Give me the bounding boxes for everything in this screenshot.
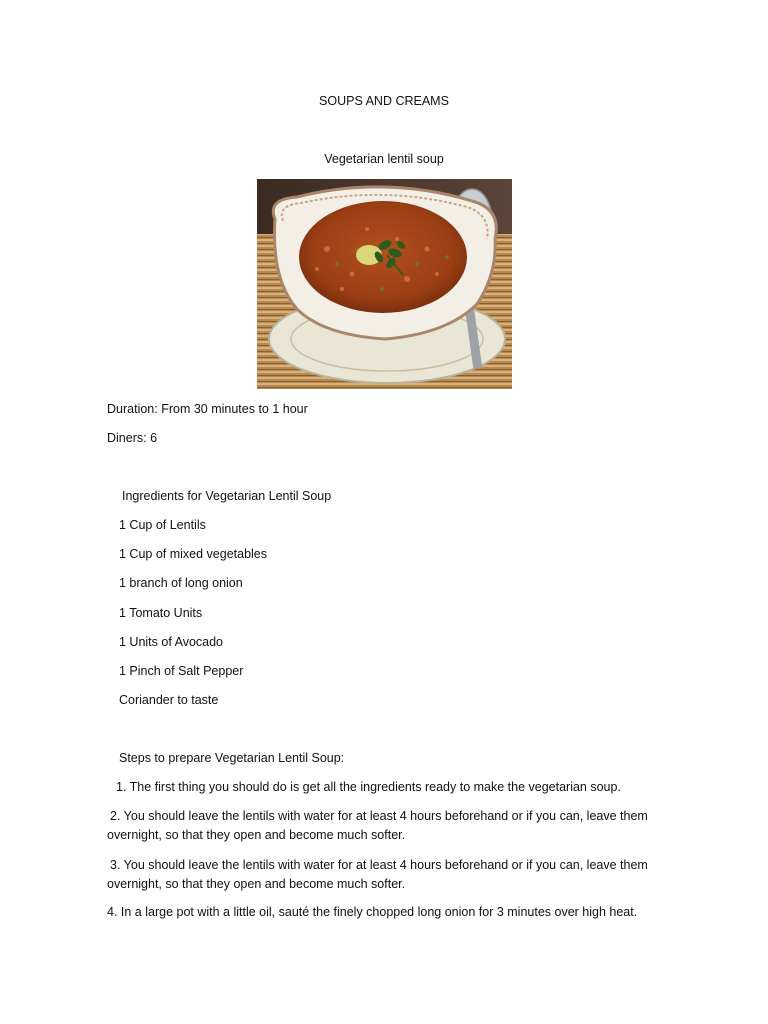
step-item: 4. In a large pot with a little oil, sauté the finely chopped long onion for 3 minutes over high heat. [107, 905, 638, 919]
ingredient-item: 1 branch of long onion [119, 576, 243, 590]
section-title: SOUPS AND CREAMS [319, 94, 449, 108]
ingredients-heading: Ingredients for Vegetarian Lentil Soup [122, 489, 332, 503]
step-item: 3. You should leave the lentils with water for at least 4 hours beforehand or if you can, leave them overnight, so that they open and become much softer. [107, 858, 648, 891]
ingredient-item: 1 Cup of mixed vegetables [119, 547, 268, 561]
ingredient-item: 1 Tomato Units [119, 606, 203, 620]
diners-text: Diners: 6 [107, 431, 158, 445]
ingredient-item: 1 Units of Avocado [119, 635, 224, 649]
step-item: 1. The first thing you should do is get all the ingredients ready to make the vegetarian soup. [116, 780, 621, 794]
ingredient-item: 1 Cup of Lentils [119, 518, 206, 532]
soup-photo [257, 179, 512, 389]
ingredient-item: Coriander to taste [119, 693, 219, 707]
duration-text: Duration: From 30 minutes to 1 hour [107, 402, 308, 416]
steps-heading: Steps to prepare Vegetarian Lentil Soup: [119, 751, 345, 765]
recipe-title: Vegetarian lentil soup [324, 152, 444, 166]
step-item: 2. You should leave the lentils with water for at least 4 hours beforehand or if you can, leave them overnight, so that they open and become much softer. [107, 809, 648, 842]
ingredient-item: 1 Pinch of Salt Pepper [119, 664, 244, 678]
